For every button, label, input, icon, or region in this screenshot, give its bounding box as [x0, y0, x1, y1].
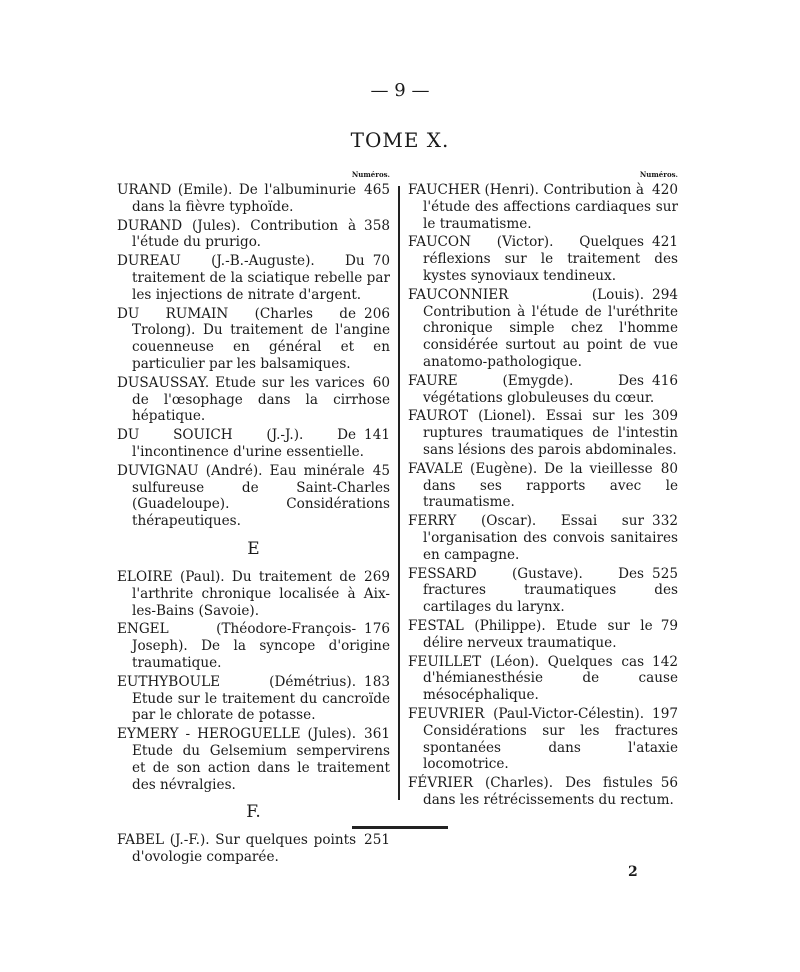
- entry-text: URAND (Emile). De l'albuminurie dans la fièvre typhoïde.: [117, 182, 357, 215]
- index-entry: [117, 832, 390, 866]
- letter-heading: F.: [246, 802, 261, 823]
- entry-text: FAUCON (Victor). Quelques réflexions sur le traitement des kystes synoviaux tendineux.: [408, 234, 678, 284]
- index-entry: [408, 706, 678, 773]
- entry-number: 332: [652, 513, 678, 530]
- index-entry: [408, 373, 678, 407]
- index-entry: [117, 182, 390, 216]
- left-column: [117, 170, 390, 868]
- index-entry: [408, 513, 678, 563]
- entry-number: 465: [364, 182, 390, 198]
- entry-number: 142: [652, 653, 678, 670]
- entry-text: ELOIRE (Paul). Du traitement de l'arthrite chronique localisée à Aix-les-Bains (Savoie).: [117, 568, 390, 619]
- entry-text: DUVIGNAU (André). Eau minérale sulfureuse de Saint-Charles (Guadeloupe). Considérations thérapeutiques.: [117, 462, 390, 530]
- entry-text: FESSARD (Gustave). Des fractures traumatiques des cartilages du larynx.: [408, 565, 678, 616]
- entry-text: FAUCONNIER (Louis). Contribution à l'étude de l'uréthrite chronique simple chez l'homme considérée surtout au point de vue anatomo-pathologique.: [408, 286, 678, 370]
- bottom-rule: [352, 826, 448, 829]
- entry-text: FÉVRIER (Charles). Des fistules dans les rétrécissements du rectum.: [408, 775, 674, 808]
- entry-text: FABEL (J.-F.). Sur quelques points d'ovologie comparée.: [117, 832, 357, 866]
- numeros-header: Numéros.: [639, 170, 678, 179]
- entry-number: 197: [652, 705, 678, 722]
- entry-number: 79: [660, 617, 678, 634]
- index-entry: [408, 408, 678, 458]
- volume-title: TOME X.: [350, 128, 450, 152]
- entry-number: 56: [660, 775, 678, 792]
- entry-text: FAVALE (Eugène). De la vieillesse dans ses rapports avec le traumatisme.: [408, 460, 678, 511]
- index-entry: [117, 218, 390, 252]
- entry-text: DUREAU (J.-B.-Auguste). Du traitement de la sciatique rebelle par les injections de nitrate d'argent.: [117, 253, 390, 303]
- entry-number: 269: [364, 568, 390, 585]
- index-entry: [117, 463, 390, 530]
- entry-number: 80: [660, 460, 678, 477]
- entry-text: FAUROT (Lionel). Essai sur les ruptures traumatiques de l'intestin sans lésions des parois abdominales.: [408, 408, 678, 458]
- index-entry: [117, 674, 390, 724]
- entry-number: 416: [652, 372, 678, 389]
- index-entry: [117, 621, 390, 671]
- index-entry: [117, 569, 390, 619]
- entry-text: DU RUMAIN (Charles de Trolong). Du traitement de l'angine couenneuse en général et en particulier par les balsamiques.: [117, 305, 390, 372]
- entry-number: 420: [652, 182, 678, 198]
- index-entry: [408, 182, 678, 232]
- entry-number: 176: [364, 621, 390, 638]
- index-entry: [117, 427, 390, 461]
- index-entry: [117, 375, 390, 425]
- entry-number: 294: [652, 286, 678, 303]
- entry-text: DURAND (Jules). Contribution à l'étude du prurigo.: [117, 217, 357, 251]
- entry-text: EYMERY - HEROGUELLE (Jules). Etude du Gelsemium sempervirens et de son action dans le traitement des névralgies.: [117, 726, 390, 793]
- entry-number: 525: [652, 565, 678, 582]
- index-entry: [117, 253, 390, 303]
- index-entry: [408, 234, 678, 284]
- index-entry: [408, 566, 678, 616]
- entry-text: DU SOUICH (J.-J.). De l'incontinence d'urine essentielle.: [117, 427, 364, 460]
- letter-heading: E: [247, 538, 260, 559]
- entry-number: 358: [364, 217, 390, 234]
- entry-text: EUTHYBOULE (Démétrius). Etude sur le traitement du cancroïde par le chlorate de potasse.: [117, 673, 390, 724]
- index-entry: [408, 461, 678, 511]
- entry-text: FAURE (Emygde). Des végétations globuleuses du cœur.: [408, 372, 655, 406]
- entry-number: 309: [652, 408, 678, 425]
- entry-number: 183: [364, 673, 390, 690]
- right-column: [408, 170, 678, 811]
- page-number: — 9 —: [370, 80, 430, 101]
- signature-mark: 2: [628, 864, 638, 880]
- entry-text: FESTAL (Philippe). Etude sur le délire nerveux traumatique.: [408, 617, 653, 651]
- entry-number: 60: [372, 374, 390, 391]
- entry-text: FERRY (Oscar). Essai sur l'organisation des convois sanitaires en campagne.: [408, 513, 678, 563]
- index-entry: [117, 726, 390, 793]
- entry-number: 45: [372, 462, 390, 479]
- index-entry: [408, 775, 678, 809]
- entry-number: 251: [364, 832, 390, 849]
- entry-text: ENGEL (Théodore-François-Joseph). De la syncope d'origine traumatique.: [117, 621, 390, 671]
- index-entry: [408, 287, 678, 371]
- entry-text: DUSAUSSAY. Etude sur les varices de l'œsophage dans la cirrhose hépatique.: [117, 374, 390, 425]
- entry-text: FAUCHER (Henri). Contribution à l'étude des affections cardiaques sur le traumatisme.: [408, 182, 678, 232]
- entry-number: 141: [364, 427, 390, 444]
- index-entry: [408, 618, 678, 652]
- numeros-header: Numéros.: [351, 170, 390, 179]
- index-entry: [408, 654, 678, 704]
- index-entry: [117, 306, 390, 373]
- entry-number: 361: [364, 726, 390, 743]
- entry-number: 206: [364, 305, 390, 322]
- entry-text: FEUVRIER (Paul-Victor-Célestin). Considérations sur les fractures spontanées dans l'ataxie locomotrice.: [408, 705, 678, 773]
- entry-number: 70: [372, 253, 390, 270]
- entry-number: 421: [652, 234, 678, 251]
- entry-text: FEUILLET (Léon). Quelques cas d'hémianesthésie de cause mésocéphalique.: [408, 653, 678, 704]
- column-divider: [398, 186, 400, 800]
